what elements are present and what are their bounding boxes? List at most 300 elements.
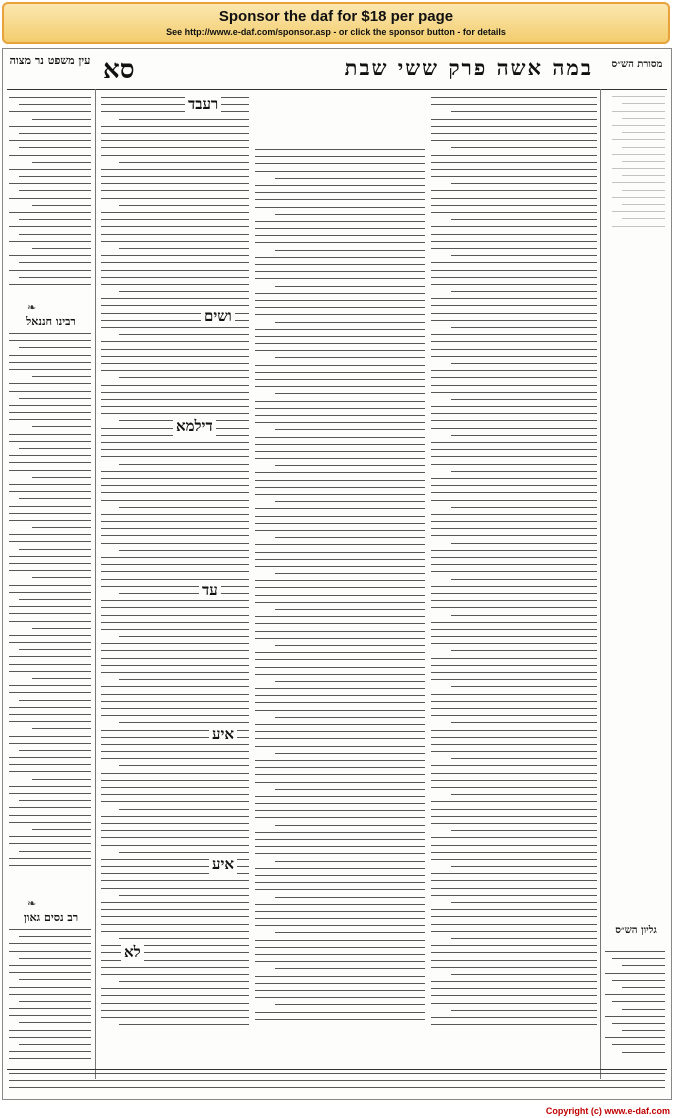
dibbur-aiyu: איע [209, 725, 237, 744]
text-line [119, 119, 249, 120]
text-line [101, 715, 249, 716]
text-line [9, 455, 91, 456]
dibbur-vesimnayhu: ושים [201, 307, 235, 326]
text-line [275, 501, 425, 502]
text-line [32, 577, 91, 578]
gilyon-column [605, 951, 665, 1069]
text-line [101, 931, 249, 932]
text-line [9, 441, 91, 442]
text-line [19, 599, 91, 600]
text-line [431, 801, 597, 802]
text-line [101, 169, 249, 170]
text-line [9, 786, 91, 787]
text-line [9, 126, 91, 127]
text-line [101, 528, 249, 529]
text-line [275, 214, 425, 215]
text-line [255, 544, 425, 545]
text-line [451, 183, 597, 184]
text-line [101, 794, 249, 795]
text-line [101, 701, 249, 702]
text-line [255, 156, 425, 157]
text-line [255, 408, 425, 409]
text-line [9, 534, 91, 535]
text-line [255, 659, 425, 660]
text-line [9, 642, 91, 643]
text-line [255, 1019, 425, 1020]
text-line [101, 485, 249, 486]
text-line [431, 140, 597, 141]
text-line [431, 622, 597, 623]
divider-left [95, 89, 96, 1079]
text-line [451, 1010, 597, 1011]
text-line [119, 377, 249, 378]
text-line [101, 241, 249, 242]
text-line [255, 437, 425, 438]
text-line [101, 277, 249, 278]
text-line [119, 679, 249, 680]
text-line [101, 658, 249, 659]
text-line [255, 652, 425, 653]
divider-right [600, 89, 601, 1079]
text-line [9, 391, 91, 392]
text-line [101, 629, 249, 630]
sponsor-subtitle: See http://www.e-daf.com/sponsor.asp - or click the sponsor button - for details [166, 27, 506, 37]
text-line [255, 530, 425, 531]
text-line [9, 685, 91, 686]
rashi-column [431, 97, 597, 1069]
text-line [255, 731, 425, 732]
text-line [101, 97, 249, 98]
text-line [431, 737, 597, 738]
text-line [451, 722, 597, 723]
text-line [101, 327, 249, 328]
text-line [431, 593, 597, 594]
text-line [9, 169, 91, 170]
text-line [32, 829, 91, 830]
text-line [431, 571, 597, 572]
text-line [431, 852, 597, 853]
text-line [101, 1017, 249, 1018]
text-line [605, 994, 665, 995]
text-line [101, 615, 249, 616]
text-line [9, 1058, 91, 1059]
text-line [19, 104, 91, 105]
text-line [101, 967, 249, 968]
text-line [431, 823, 597, 824]
text-line [255, 329, 425, 330]
text-line [101, 1010, 249, 1011]
text-line [101, 262, 249, 263]
rabbeinu-chananel-title: רבינו חננאל [26, 315, 76, 328]
mesoret-column [605, 89, 665, 919]
text-line [9, 340, 91, 341]
text-line [431, 715, 597, 716]
text-line [119, 938, 249, 939]
text-line [32, 779, 91, 780]
text-line [19, 133, 91, 134]
text-line [255, 616, 425, 617]
text-line [431, 636, 597, 637]
text-line [431, 428, 597, 429]
text-line [101, 880, 249, 881]
text-line [275, 537, 425, 538]
text-line [9, 556, 91, 557]
sponsor-banner[interactable] [2, 2, 670, 44]
text-line [255, 688, 425, 689]
text-line [451, 579, 597, 580]
text-line [101, 909, 249, 910]
mesoret-title: מסורת הש״ס [611, 59, 663, 70]
text-line [255, 559, 425, 560]
text-line [255, 587, 425, 588]
text-line [101, 126, 249, 127]
text-line [101, 198, 249, 199]
text-line [255, 487, 425, 488]
text-line [255, 350, 425, 351]
text-line [255, 365, 425, 366]
text-line [451, 686, 597, 687]
text-line [101, 665, 249, 666]
text-line [101, 622, 249, 623]
text-line [431, 960, 597, 961]
text-line [32, 628, 91, 629]
text-line [431, 385, 597, 386]
text-line [275, 250, 425, 251]
text-line [9, 865, 91, 866]
text-line [622, 103, 665, 104]
text-line [19, 979, 91, 980]
text-line [32, 205, 91, 206]
text-line [9, 843, 91, 844]
rav-nissim-title: רב נסים גאון [23, 911, 79, 924]
text-line [622, 175, 665, 176]
text-line [451, 794, 597, 795]
text-line [255, 192, 425, 193]
text-line [255, 638, 425, 639]
text-line [255, 947, 425, 948]
text-line [255, 767, 425, 768]
text-line [451, 255, 597, 256]
text-line [9, 506, 91, 507]
text-line [32, 678, 91, 679]
text-line [431, 816, 597, 817]
text-line [101, 801, 249, 802]
text-line [9, 563, 91, 564]
text-line [9, 721, 91, 722]
text-line [255, 185, 425, 186]
text-line [9, 951, 91, 952]
text-line [431, 859, 597, 860]
text-line [9, 714, 91, 715]
text-line [255, 889, 425, 890]
text-line [9, 226, 91, 227]
text-line [101, 147, 249, 148]
text-line [622, 132, 665, 133]
text-line [101, 471, 249, 472]
text-line [431, 392, 597, 393]
text-line [255, 746, 425, 747]
text-line [431, 485, 597, 486]
text-line [255, 566, 425, 567]
text-line [275, 573, 425, 574]
text-line [612, 154, 665, 155]
text-line [622, 965, 665, 966]
text-line [431, 248, 597, 249]
text-line [9, 241, 91, 242]
copyright-link[interactable]: Copyright (c) www.e-daf.com [545, 1106, 670, 1116]
text-line [9, 836, 91, 837]
text-line [9, 155, 91, 156]
text-line [431, 456, 597, 457]
text-line [119, 981, 249, 982]
text-line [431, 1003, 597, 1004]
text-line [612, 168, 665, 169]
text-line [119, 205, 249, 206]
text-line [255, 983, 425, 984]
text-line [32, 248, 91, 249]
text-line [451, 111, 597, 112]
text-line [119, 1024, 249, 1025]
text-line [9, 815, 91, 816]
text-line [275, 753, 425, 754]
text-line [612, 1023, 665, 1024]
text-line [451, 471, 597, 472]
text-line [275, 357, 425, 358]
text-line [255, 422, 425, 423]
text-line [32, 119, 91, 120]
text-line [605, 951, 665, 952]
text-line [19, 277, 91, 278]
ein-mishpat-title: עין משפט נר מצוה [9, 54, 91, 67]
text-line [255, 990, 425, 991]
text-line [9, 405, 91, 406]
text-line [622, 1030, 665, 1031]
text-line [255, 516, 425, 517]
text-line [431, 514, 597, 515]
text-line [255, 293, 425, 294]
text-line [431, 262, 597, 263]
text-line [101, 270, 249, 271]
text-line [255, 846, 425, 847]
text-line [19, 190, 91, 191]
text-line [101, 478, 249, 479]
text-line [431, 528, 597, 529]
text-line [101, 643, 249, 644]
text-line [119, 550, 249, 551]
text-line [431, 773, 597, 774]
text-line [275, 286, 425, 287]
text-line [101, 708, 249, 709]
text-line [612, 1001, 665, 1002]
text-line [431, 162, 597, 163]
tosafot-column [101, 97, 249, 1069]
text-line [9, 771, 91, 772]
text-line [431, 305, 597, 306]
text-line [431, 672, 597, 673]
text-line [9, 671, 91, 672]
text-line [431, 341, 597, 342]
text-line [275, 897, 425, 898]
text-line [431, 888, 597, 889]
text-line [255, 480, 425, 481]
text-line [255, 997, 425, 998]
text-line [612, 980, 665, 981]
text-line [431, 988, 597, 989]
text-line [19, 649, 91, 650]
text-line [605, 1037, 665, 1038]
text-line [19, 936, 91, 937]
text-line [101, 356, 249, 357]
text-line [255, 810, 425, 811]
text-line [431, 284, 597, 285]
text-line [19, 398, 91, 399]
text-line [255, 839, 425, 840]
text-line [9, 140, 91, 141]
text-line [431, 420, 597, 421]
text-line [9, 419, 91, 420]
text-line [431, 464, 597, 465]
text-line [119, 636, 249, 637]
text-line [9, 793, 91, 794]
text-line [431, 370, 597, 371]
text-line [431, 730, 597, 731]
text-line [431, 665, 597, 666]
text-line [101, 255, 249, 256]
text-line [255, 817, 425, 818]
text-line [431, 909, 597, 910]
text-line [431, 377, 597, 378]
text-line [255, 853, 425, 854]
text-line [622, 118, 665, 119]
text-line [255, 314, 425, 315]
text-line [9, 111, 91, 112]
text-line [451, 830, 597, 831]
text-line [119, 334, 249, 335]
text-line [431, 126, 597, 127]
text-line [255, 278, 425, 279]
text-line [255, 451, 425, 452]
text-line [9, 664, 91, 665]
text-line [431, 155, 597, 156]
text-line [9, 470, 91, 471]
text-line [119, 464, 249, 465]
text-line [255, 508, 425, 509]
text-line [101, 406, 249, 407]
text-line [451, 543, 597, 544]
dibbur-ad: עד [199, 581, 221, 600]
text-line [9, 383, 91, 384]
text-line [431, 226, 597, 227]
text-line [9, 541, 91, 542]
text-line [9, 858, 91, 859]
text-line [9, 1080, 665, 1081]
text-line [101, 607, 249, 608]
text-line [119, 765, 249, 766]
ornament-divider-2: ❧ [27, 897, 37, 910]
text-line [431, 334, 597, 335]
text-line [255, 595, 425, 596]
text-line [101, 586, 249, 587]
text-line [431, 708, 597, 709]
text-line [451, 650, 597, 651]
text-line [101, 212, 249, 213]
text-line [255, 904, 425, 905]
text-line [101, 183, 249, 184]
text-line [9, 757, 91, 758]
text-line [101, 995, 249, 996]
text-line [255, 149, 425, 150]
text-line [431, 449, 597, 450]
text-line [119, 162, 249, 163]
text-line [431, 478, 597, 479]
text-line [101, 830, 249, 831]
text-line [9, 1037, 91, 1038]
text-line [101, 845, 249, 846]
text-line [119, 291, 249, 292]
text-line [451, 866, 597, 867]
text-line [431, 679, 597, 680]
text-line [431, 169, 597, 170]
text-line [19, 234, 91, 235]
text-line [255, 631, 425, 632]
text-line [9, 987, 91, 988]
text-line [622, 1052, 665, 1053]
text-line [101, 155, 249, 156]
text-line [431, 442, 597, 443]
text-line [431, 241, 597, 242]
text-line [431, 557, 597, 558]
text-line [9, 707, 91, 708]
text-line [275, 789, 425, 790]
text-line [255, 667, 425, 668]
text-line [431, 916, 597, 917]
text-line [32, 527, 91, 528]
text-line [101, 298, 249, 299]
text-line [101, 672, 249, 673]
text-line [32, 162, 91, 163]
text-line [451, 363, 597, 364]
text-line [101, 140, 249, 141]
text-line [19, 851, 91, 852]
text-line [9, 333, 91, 334]
text-line [255, 343, 425, 344]
text-line [431, 277, 597, 278]
bottom-notes [9, 1073, 665, 1097]
text-line [275, 178, 425, 179]
text-line [612, 226, 665, 227]
text-line [255, 875, 425, 876]
text-line [101, 104, 249, 105]
text-line [431, 600, 597, 601]
text-line [9, 97, 91, 98]
text-line [255, 257, 425, 258]
text-line [431, 535, 597, 536]
text-line [9, 621, 91, 622]
text-line [431, 981, 597, 982]
text-line [431, 952, 597, 953]
text-line [119, 809, 249, 810]
text-line [101, 694, 249, 695]
text-line [101, 902, 249, 903]
text-line [275, 645, 425, 646]
text-line [255, 782, 425, 783]
text-line [255, 882, 425, 883]
text-line [101, 133, 249, 134]
text-line [255, 868, 425, 869]
text-line [32, 728, 91, 729]
text-line [101, 111, 249, 112]
text-line [9, 585, 91, 586]
